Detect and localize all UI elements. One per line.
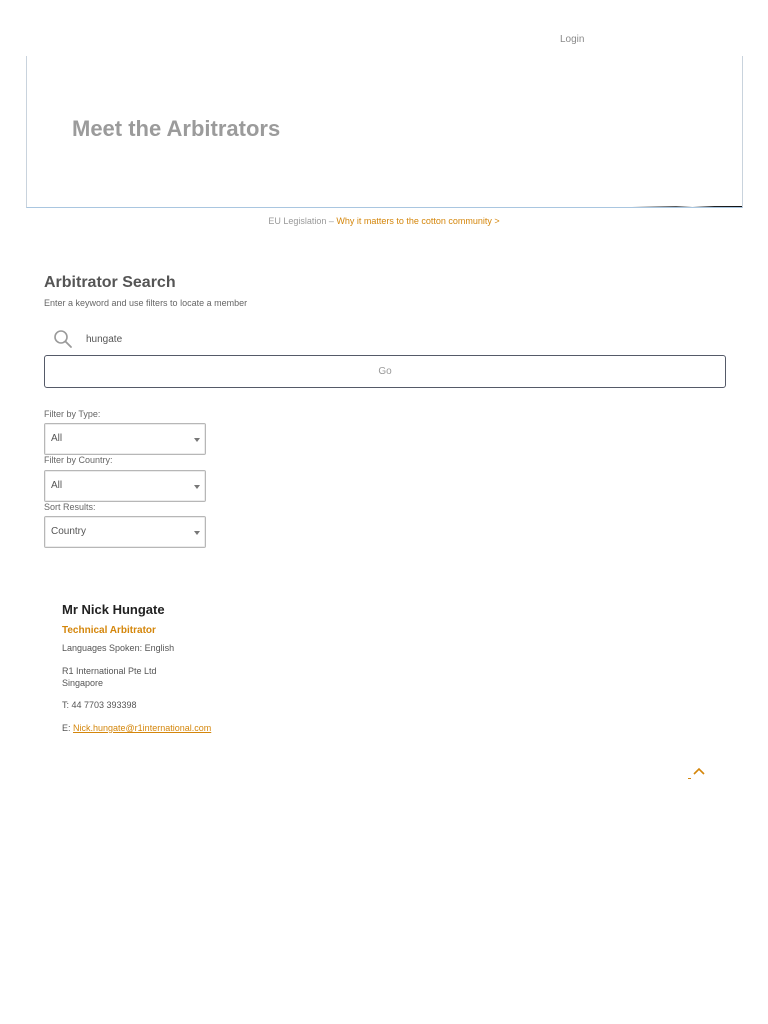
top-bar — [0, 0, 768, 56]
announcement-prefix: EU Legislation — [268, 216, 327, 226]
filter-country-label: Filter by Country: — [44, 455, 113, 465]
sort-results-select[interactable] — [44, 516, 206, 548]
arbitrator-email-row — [62, 723, 211, 733]
caret-down-icon — [194, 531, 200, 535]
filter-type-value: All — [51, 433, 63, 444]
arbitrator-email-link[interactable]: Nick.hungate@r1international.com — [73, 723, 212, 733]
arbitrator-phone: T: 44 7703 393398 — [62, 700, 137, 710]
announcement-link[interactable]: Why it matters to the cotton community > — [336, 216, 500, 226]
search-input[interactable] — [86, 330, 706, 348]
filter-type-select[interactable] — [44, 423, 206, 455]
search-icon — [53, 329, 73, 349]
announcement-bar — [0, 216, 768, 226]
back-to-top-button[interactable] — [686, 764, 708, 782]
go-button[interactable]: Go — [44, 355, 726, 388]
email-prefix: E: — [62, 723, 74, 733]
arbitrator-location: Singapore — [62, 678, 104, 688]
hero-slide-edge — [632, 206, 742, 208]
page-title: Meet the Arbitrators — [72, 116, 281, 141]
arbitrator-languages: Languages Spoken: English — [62, 643, 175, 653]
sort-results-value: Country — [51, 526, 87, 537]
arbitrator-role: Technical Arbitrator — [62, 625, 156, 636]
search-subheading: Enter a keyword and use filters to locate a member — [44, 298, 248, 308]
announcement-separator: – — [326, 216, 337, 226]
filter-country-value: All — [51, 480, 63, 491]
search-bar — [44, 326, 726, 352]
arbitrator-name: Mr Nick Hungate — [62, 602, 165, 617]
back-to-top-underline — [688, 778, 691, 779]
hero-banner — [26, 56, 743, 208]
caret-down-icon — [194, 438, 200, 442]
login-link[interactable]: Login — [560, 34, 585, 45]
filter-country-select[interactable] — [44, 470, 206, 502]
arbitrator-company: R1 International Pte Ltd — [62, 666, 157, 676]
search-heading: Arbitrator Search — [44, 274, 176, 291]
sort-results-label: Sort Results: — [44, 502, 96, 512]
filter-type-label: Filter by Type: — [44, 409, 101, 419]
caret-down-icon — [194, 485, 200, 489]
